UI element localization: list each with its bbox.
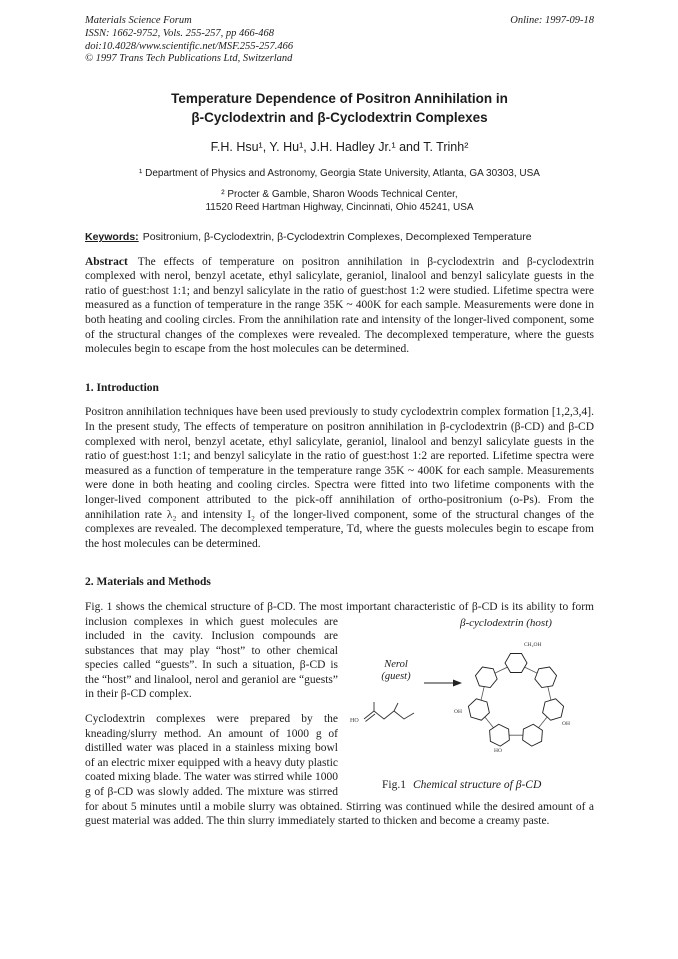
introduction-paragraph: Positron annihilation techniques have been used previously to study cyclodextrin complex formation [1,2,3,4]. In the present study, The effects of temperature on positron annihilation in β-cyclodextrin (β-CD) and β-CD complexed with nerol, benzyl acetate, ethyl salicylate, geraniol, linalool and benzyl salicylate guests in the ratio of guest:host 1:1; and benzyl salicylate in the ratio of guest:host 1:2 are reported. Lifetime spectra were measured as a function of temperature in the temperature range 35K ~ 400K for each sample. Measurements were done in both heating and cooling circles. Spectra were fitted into two lifetime components with the longer-lived component attributed to the pick-off annihilation of ortho-positronium (o-Ps). From the annihilation rate λ₂ and intensity I₂ of the longer-lived component, some of the structural changes of the complexes are revealed. The decomplexed temperature, Td, where the guests molecules begin to escape from the host molecules can be determined. — [85, 406, 594, 550]
figure-host-label: β-cyclodextrin (host) — [460, 616, 552, 629]
section-heading-introduction: 1. Introduction — [85, 381, 159, 394]
materials-paragraph-2: Cyclodextrin complexes were prepared by the kneading/slurry method. An amount of 1000 g of distilled water was placed in a stainless mixing bowl of an electric mixer equipped with a heavy duty plastic coated mixing blade. The water was stirred while 1000 g of β-CD was slowly added. The mixture was stirred for about 5 minutes until a mobile slurry was obtained. Stirring was continued while the desired amount of a guest material was added. The thin slurry immediately started to thicken and become a creamy paste. — [85, 713, 594, 828]
keywords-label: Keywords: — [85, 231, 139, 244]
doi-line: doi:10.4028/www.scientific.net/MSF.255-257.466 — [85, 40, 294, 52]
beta-cd-structure-drawing — [348, 633, 594, 775]
cd-oh-label-left: OH — [454, 708, 462, 715]
paper-title — [85, 90, 594, 127]
affiliation-2-line1: ² Procter & Gamble, Sharon Woods Technical Center, — [221, 189, 458, 201]
figure-guest-label-line2: (guest) — [381, 670, 411, 682]
figure-caption — [382, 778, 541, 793]
issn-line: ISSN: 1662-9752, Vols. 255-257, pp 466-468 — [85, 27, 274, 39]
abstract-text: The effects of temperature on positron annihilation in β-cyclodextrin and β-cyclodextrin complexed with nerol, benzyl acetate, ethyl salicylate, geraniol, linalool and benzyl salicylate guests in the ratio of guest:host 1:1; and benzyl salicylate in the ratio of guest:host 1:2 were studied. Lifetime spectra were measured as a function of temperature in the range 35K ~ 400K for each sample. Measurements were done in both heating and cooling circles. From the annihilation rate and intensity of the longer-lived component, some of the structural changes of the complexes were revealed. The decomplexed temperature, where the guests molecules begin to escape from the host molecules can be determined. — [85, 255, 594, 356]
cd-ho-label-bottom: HO — [494, 747, 502, 754]
figure-caption-label: Fig.1 — [382, 778, 406, 791]
nerol-molecule — [364, 702, 414, 722]
arrow-right-icon — [424, 679, 462, 686]
materials-paragraph-1-rest: form inclusion complexes in which guest molecules are included in the cavity. Inclusion compounds are substances that may play “host” to other chemical species called “guests”. In such a situation, β-CD is the “host” and linalool, nerol and geraniol are “guests” in their β-CD complex. — [85, 600, 594, 701]
affiliation-1: ¹ Department of Physics and Astronomy, Georgia State University, Atlanta, GA 30303, USA — [139, 168, 540, 180]
journal-header-left — [85, 15, 293, 66]
copyright-line: © 1997 Trans Tech Publications Ltd, Switzerland — [85, 53, 293, 65]
authors-line: F.H. Hsu¹, Y. Hu¹, J.H. Hadley Jr.¹ and T. Trinh² — [210, 140, 469, 155]
nerol-ho-label: HO — [350, 717, 359, 724]
journal-header — [85, 15, 594, 66]
paper-title-line1: Temperature Dependence of Positron Annihilation in — [171, 91, 508, 107]
figure-guest-label-line1: Nerol — [384, 658, 408, 670]
affiliation-2-line2: 11520 Reed Hartman Highway, Cincinnati, Ohio 45241, USA — [205, 202, 474, 214]
abstract-label: Abstract — [85, 255, 128, 268]
figure-beta-cd — [348, 617, 594, 795]
cd-ch2oh-label: CH₂OH — [524, 641, 542, 648]
journal-name: Materials Science Forum — [85, 15, 192, 26]
paper-title-line2: β-Cyclodextrin and β-Cyclodextrin Complexes — [191, 109, 488, 125]
online-date: Online: 1997-09-18 — [510, 15, 594, 26]
keywords-line — [85, 231, 594, 244]
figure-caption-text: Chemical structure of β-CD — [412, 778, 542, 791]
abstract-paragraph — [85, 255, 594, 357]
section-heading-materials: 2. Materials and Methods — [85, 576, 211, 589]
materials-paragraph-1-lead: Fig. 1 shows the chemical structure of β-CD. The most important characteristic of β-CD is its ability to — [85, 600, 572, 613]
cd-ring-units — [467, 653, 565, 748]
cd-oh-label-right: OH — [562, 720, 570, 727]
keywords-text: Positronium, β-Cyclodextrin, β-Cyclodextrin Complexes, Decomplexed Temperature — [142, 231, 532, 244]
